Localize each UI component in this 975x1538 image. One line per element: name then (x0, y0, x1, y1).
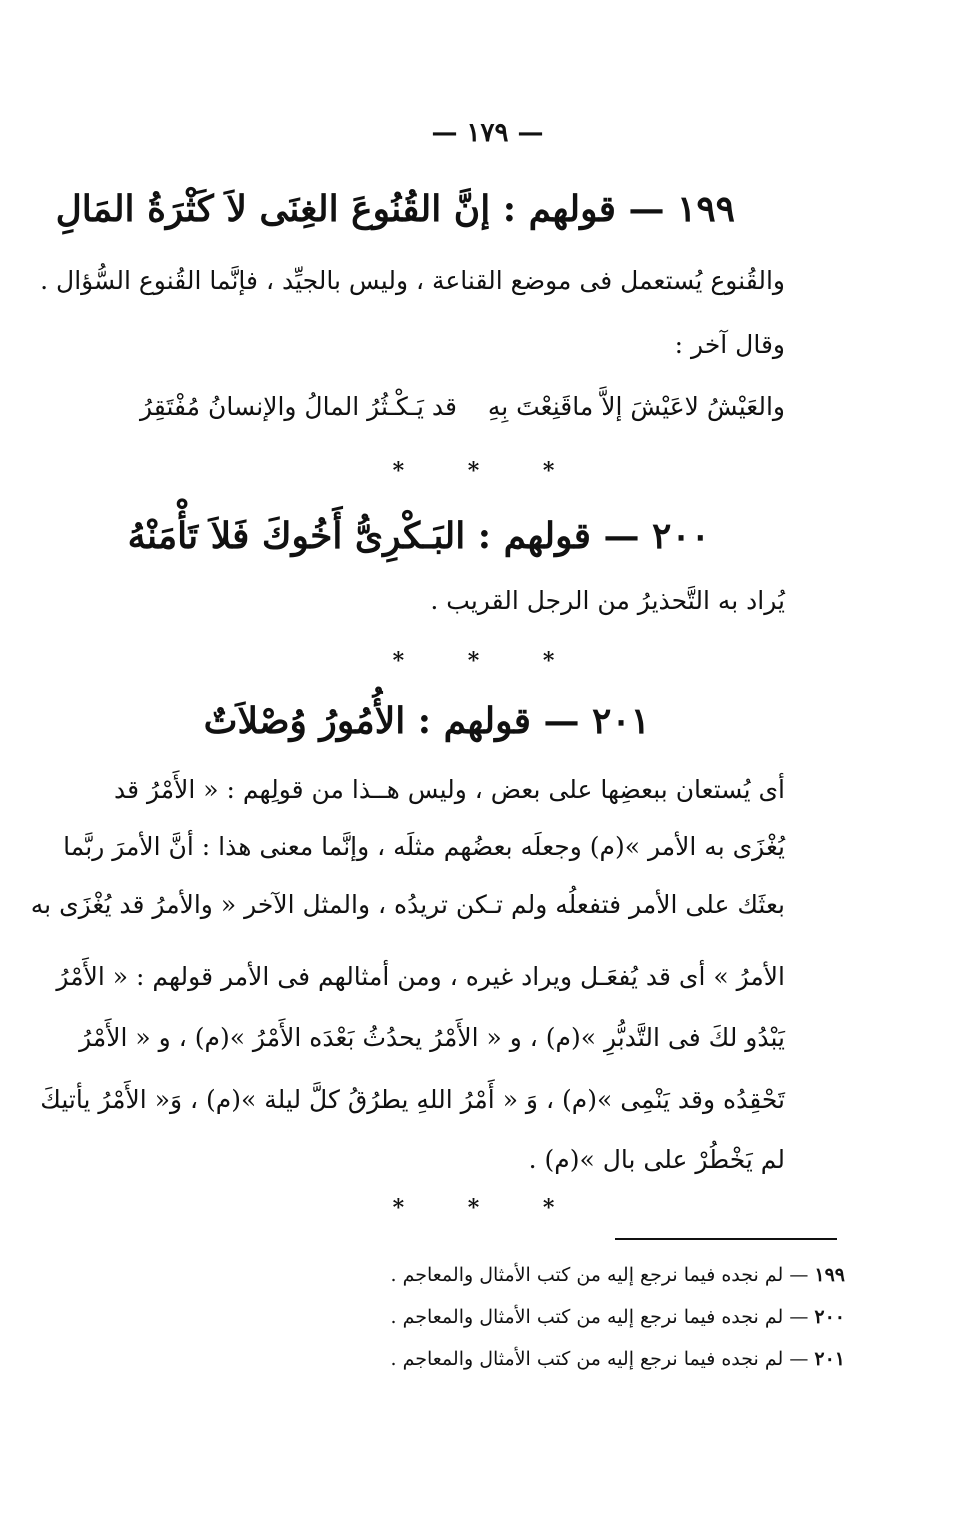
entry-201-line-2: يُغْزَى به الأمر »(م) وجعلَه بعضُهم مثلَه ، وإنَّما معنى هذا : أنَّ الأمرَ ربَّما (63, 832, 785, 861)
entry-201-line-4: الأمرُ » أى قد يُفعَـل ويراد غيره ، ومن أمثالهم فى الأمر قولهم : « الأَمْرُ (56, 962, 785, 991)
section-separator: * * * (392, 1195, 583, 1221)
footnote-rule (615, 1238, 837, 1240)
entry-199-line-2: وقال آخر : (674, 330, 785, 359)
section-separator: * * * (392, 458, 583, 484)
section-separator: * * * (392, 648, 583, 674)
footnote-text: — لم نجده فيما نرجع إليه من كتب الأمثال والمعاجم . (390, 1264, 809, 1286)
footnote-number: ١٩٩ (814, 1264, 845, 1286)
entry-201-line-3: بعثَك على الأمر فتفعلُه ولم تـكن تريدُه ، والمثل الآخر « والأمرُ قد يُغْزَى به (30, 890, 785, 919)
entry-199-line-1: والقُنوع يُستعمل فى موضع القناعة ، وليس بالجيِّد ، فإنَّما القُنوع السُّؤال . (40, 266, 785, 295)
entry-heading-200: ٢٠٠ — قولهم : البَـكْرِىُّ أَخُوكَ فَلاَ تَأْمَنْهُ (127, 515, 710, 557)
entry-201-line-1: أى يُستعان ببعضِها على بعض ، وليس هــذا من قولِهم : « الأَمْرُ قد (113, 775, 785, 804)
footnote-text: — لم نجده فيما نرجع إليه من كتب الأمثال والمعاجم . (390, 1306, 809, 1328)
entry-201-line-5: يَبْدُو لكَ فى التَّدبُّرِ »(م) ، و « الأَمْرُ يحدُثُ بَعْدَه الأَمْرُ »(م) ، و « الأَمْرُ (79, 1023, 785, 1052)
footnote-number: ٢٠١ (814, 1348, 845, 1370)
entry-201-line-7: لم يَخْطُرْ على بال »(م) . (528, 1145, 785, 1174)
footnote-text: — لم نجده فيما نرجع إليه من كتب الأمثال والمعاجم . (390, 1348, 809, 1370)
footnote-number: ٢٠٠ (814, 1306, 845, 1328)
entry-200-line-1: يُراد به التَّحذيرُ من الرجل القريب . (430, 586, 785, 615)
footnote-199 (350, 1264, 845, 1286)
poem-verse (140, 392, 785, 421)
verse-first-hemistich: والعَيْشُ لاعَيْشَ إلاَّ ماقَنِعْتَ بِهِ (487, 392, 785, 421)
entry-heading-201: ٢٠١ — قولهم : الأُمُورُ وُصْلاَتٌ (203, 700, 650, 742)
page-number: — ١٧٩ — (431, 118, 544, 148)
footnote-200 (350, 1306, 845, 1328)
entry-heading-199: ١٩٩ — قولهم : إنَّ القُنُوعَ الغِنَى لاَ كَثْرَةُ المَالِ (55, 188, 735, 230)
verse-second-hemistich: قد يَـكْـثُرُ المالُ والإنسانُ مُفْتَقِرُ (140, 392, 457, 421)
entry-201-line-6: تَحْقِدُه وقد يَنْمِى »(م) ، وَ « أَمْرُ اللهِ يطرُقُ كلَّ ليلة »(م) ، وَ« الأَمْرُ يأتيكَ (40, 1085, 785, 1114)
footnote-201 (350, 1348, 845, 1370)
